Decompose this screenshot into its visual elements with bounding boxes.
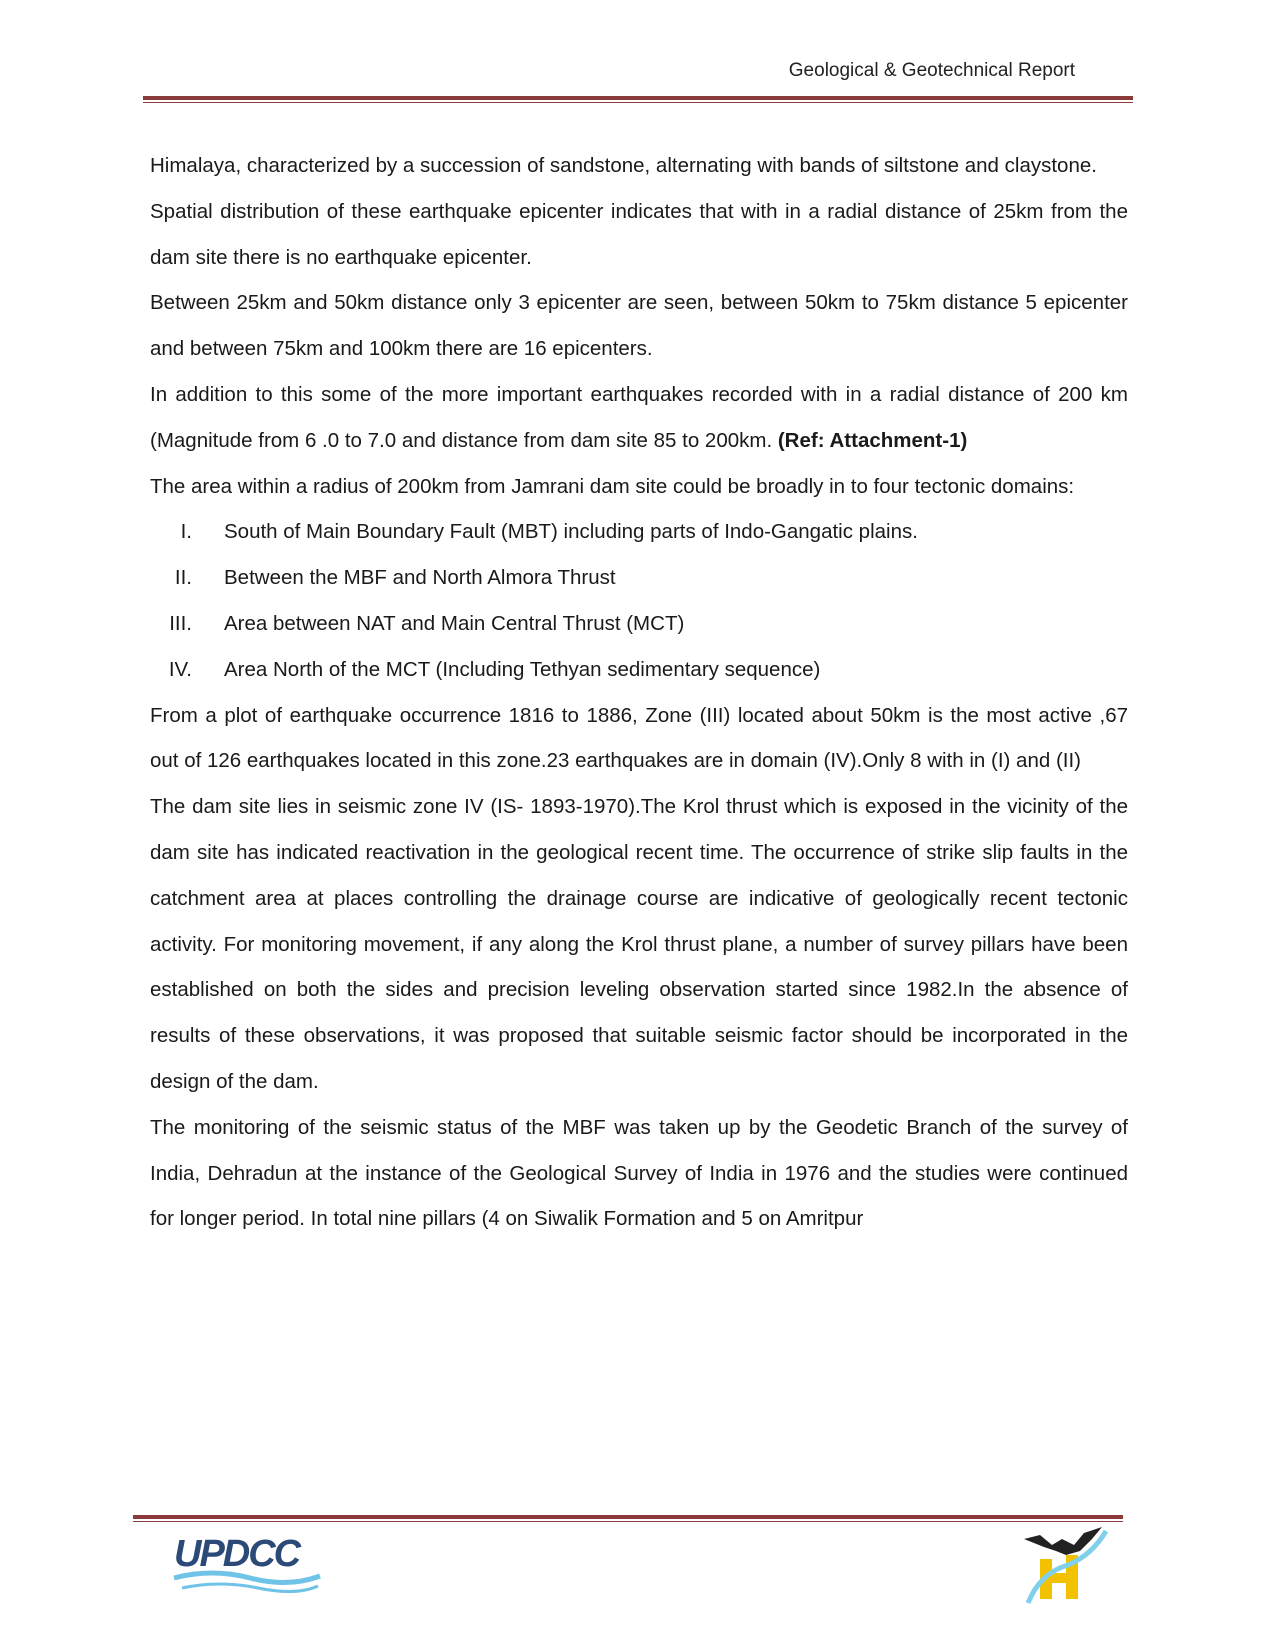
list-item-number: I. (180, 520, 192, 544)
list-item-number: II. (174, 566, 192, 590)
list-item-number: IV. (168, 657, 192, 681)
list-item (150, 647, 1128, 693)
paragraph-tectonic-domains: The area within a radius of 200km from Jamrani dam site could be broadly in to four tectonic domains: (150, 474, 1075, 498)
list-item-text: Area North of the MCT (Including Tethyan sedimentary sequence) (224, 657, 821, 681)
list-item-text: South of Main Boundary Fault (MBT) including parts of Indo-Gangatic plains. (224, 520, 918, 544)
paragraph-epicenter-counts: Between 25km and 50km distance only 3 epicenter are seen, between 50km to 75km distance 5 epicenter and between 75km and 100km there are 16 epicenters. (150, 291, 1128, 361)
header-rule-thin (143, 102, 1133, 103)
list-item (150, 555, 1128, 601)
paragraph-epicenter-25km: Spatial distribution of these earthquake epicenter indicates that with in a radial distance of 25km from the dam site there is no earthquake epicenter. (150, 199, 1128, 269)
organization-logo (1022, 1525, 1112, 1605)
paragraph-important-earthquakes (150, 372, 1128, 464)
list-item (150, 509, 1128, 555)
tectonic-domain-list (150, 509, 1128, 692)
paragraph-mbf-monitoring: The monitoring of the seismic status of the MBF was taken up by the Geodetic Branch of the survey of India, Dehradun at the instance of the Geological Survey of India in 1976 and the studies were continued for longer period. In total nine pillars (4 on Siwalik Formation and 5 on Amritpur (150, 1115, 1128, 1231)
paragraph-seismic-zone: The dam site lies in seismic zone IV (IS- 1893-1970).The Krol thrust which is exposed in the vicinity of the dam site has indicated reactivation in the geological recent time. The occurrence of strike slip faults in the catchment area at places controlling the drainage course are indicative of geologically recent tectonic activity. For monitoring movement, if any along the Krol thrust plane, a number of survey pillars have been established on both the sides and precision leveling observation started since 1982.In the absence of results of these observations, it was proposed that suitable seismic factor should be incorporated in the design of the dam. (150, 795, 1128, 1093)
footer-rule (133, 1515, 1123, 1519)
list-item-text: Area between NAT and Main Central Thrust (MCT) (224, 611, 685, 635)
attachment-reference: (Ref: Attachment-1) (777, 428, 968, 452)
list-item-text: Between the MBF and North Almora Thrust (224, 566, 616, 590)
paragraph-siwalik: Himalaya, characterized by a succession of sandstone, alternating with bands of siltstone and claystone. (150, 154, 1097, 177)
updcc-logo (172, 1530, 322, 1600)
paragraph-earthquake-plot: From a plot of earthquake occurrence 1816 to 1886, Zone (III) located about 50km is the most active ,67 out of 126 earthquakes located in this zone.23 earthquakes are in domain (IV).Only 8 with in (I) and (II) (150, 703, 1128, 773)
paragraph-text: In addition to this some of the more important earthquakes recorded with in a radial distance of 200 km (Magnitude from 6 .0 to 7.0 and distance from dam site 85 to 200km. (150, 382, 1128, 452)
header-title: Geological & Geotechnical Report (788, 60, 1075, 81)
list-item (150, 601, 1128, 647)
report-body (150, 143, 1128, 1242)
updcc-logo-text: UPDCC (174, 1533, 300, 1575)
header-rule (143, 96, 1133, 100)
list-item-number: III. (169, 611, 192, 635)
footer-rule-thin (133, 1521, 1123, 1522)
